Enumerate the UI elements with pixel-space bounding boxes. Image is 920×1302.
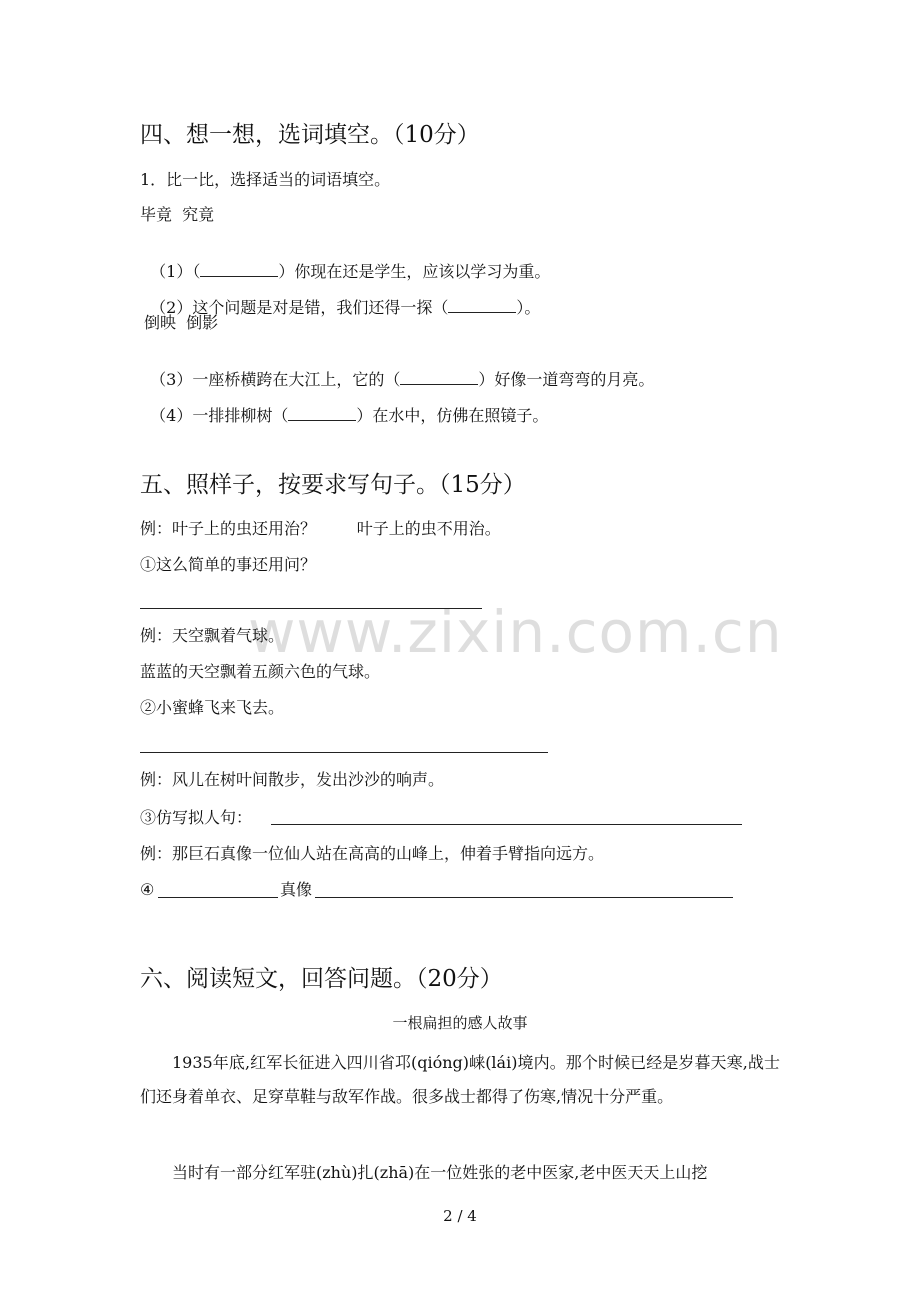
task-3: ③仿写拟人句：	[140, 808, 253, 827]
page-number: 2 / 4	[443, 1207, 477, 1225]
story-paragraph-1: 1935年底,红军长征进入四川省邛(qióng)崃(lái)境内。那个时候已经是岁暮天寒,战士们还身着单衣、足穿草鞋与敌军作战。很多战士都得了伤寒,情况十分严重。	[140, 1053, 780, 1106]
answer-line-4b[interactable]	[315, 897, 733, 898]
example-3: 例：风儿在树叶间散步，发出沙沙的响声。	[140, 770, 445, 789]
answer-blank[interactable]	[200, 261, 278, 277]
answer-line-4a[interactable]	[158, 897, 278, 898]
fill-item-1: （1）（ ）你现在还是学生，应该以学习为重。	[150, 262, 551, 281]
task-4-middle: 真像	[280, 880, 313, 899]
task-2: ②小蜜蜂飞来飞去。	[140, 698, 285, 717]
example-1: 例：叶子上的虫还用治？ 叶子上的虫不用治。	[140, 519, 501, 538]
answer-blank[interactable]	[400, 369, 478, 385]
story-title: 一根扁担的感人故事	[392, 1014, 528, 1032]
task-4-prefix: ④	[140, 880, 155, 899]
section-5-title: 五、照样子，按要求写句子。（15分）	[140, 472, 526, 498]
word-pair-1: 毕竟 究竟	[140, 205, 215, 224]
fill-item-3: （3）一座桥横跨在大江上，它的（ ）好像一道弯弯的月亮。	[150, 370, 655, 389]
section-4-question-1: 1．比一比，选择适当的词语填空。	[140, 170, 391, 189]
answer-blank[interactable]	[448, 297, 516, 313]
answer-blank[interactable]	[288, 405, 356, 421]
fill-item-2: （2）这个问题是对是错，我们还得一探（ ）。	[150, 298, 541, 317]
section-4-title: 四、想一想，选词填空。（10分）	[140, 122, 480, 148]
word-pair-2: 倒映 倒影	[144, 313, 219, 332]
example-2-expanded: 蓝蓝的天空飘着五颜六色的气球。	[140, 662, 381, 681]
example-4: 例：那巨石真像一位仙人站在高高的山峰上，伸着手臂指向远方。	[140, 844, 605, 863]
example-2-short: 例：天空飘着气球。	[140, 626, 285, 645]
answer-line-3[interactable]	[271, 824, 742, 825]
watermark: www.zixin.com.cn	[248, 598, 783, 666]
section-6-title: 六、阅读短文，回答问题。（20分）	[140, 966, 503, 992]
answer-line-2[interactable]	[140, 752, 548, 753]
fill-item-4: （4）一排排柳树（ ）在水中，仿佛在照镜子。	[150, 406, 549, 425]
story-paragraph-2: 当时有一部分红军驻(zhù)扎(zhā)在一位姓张的老中医家,老中医天天上山挖	[172, 1163, 708, 1182]
task-1: ①这么简单的事还用问？	[140, 555, 317, 574]
answer-line-1[interactable]	[140, 608, 482, 609]
